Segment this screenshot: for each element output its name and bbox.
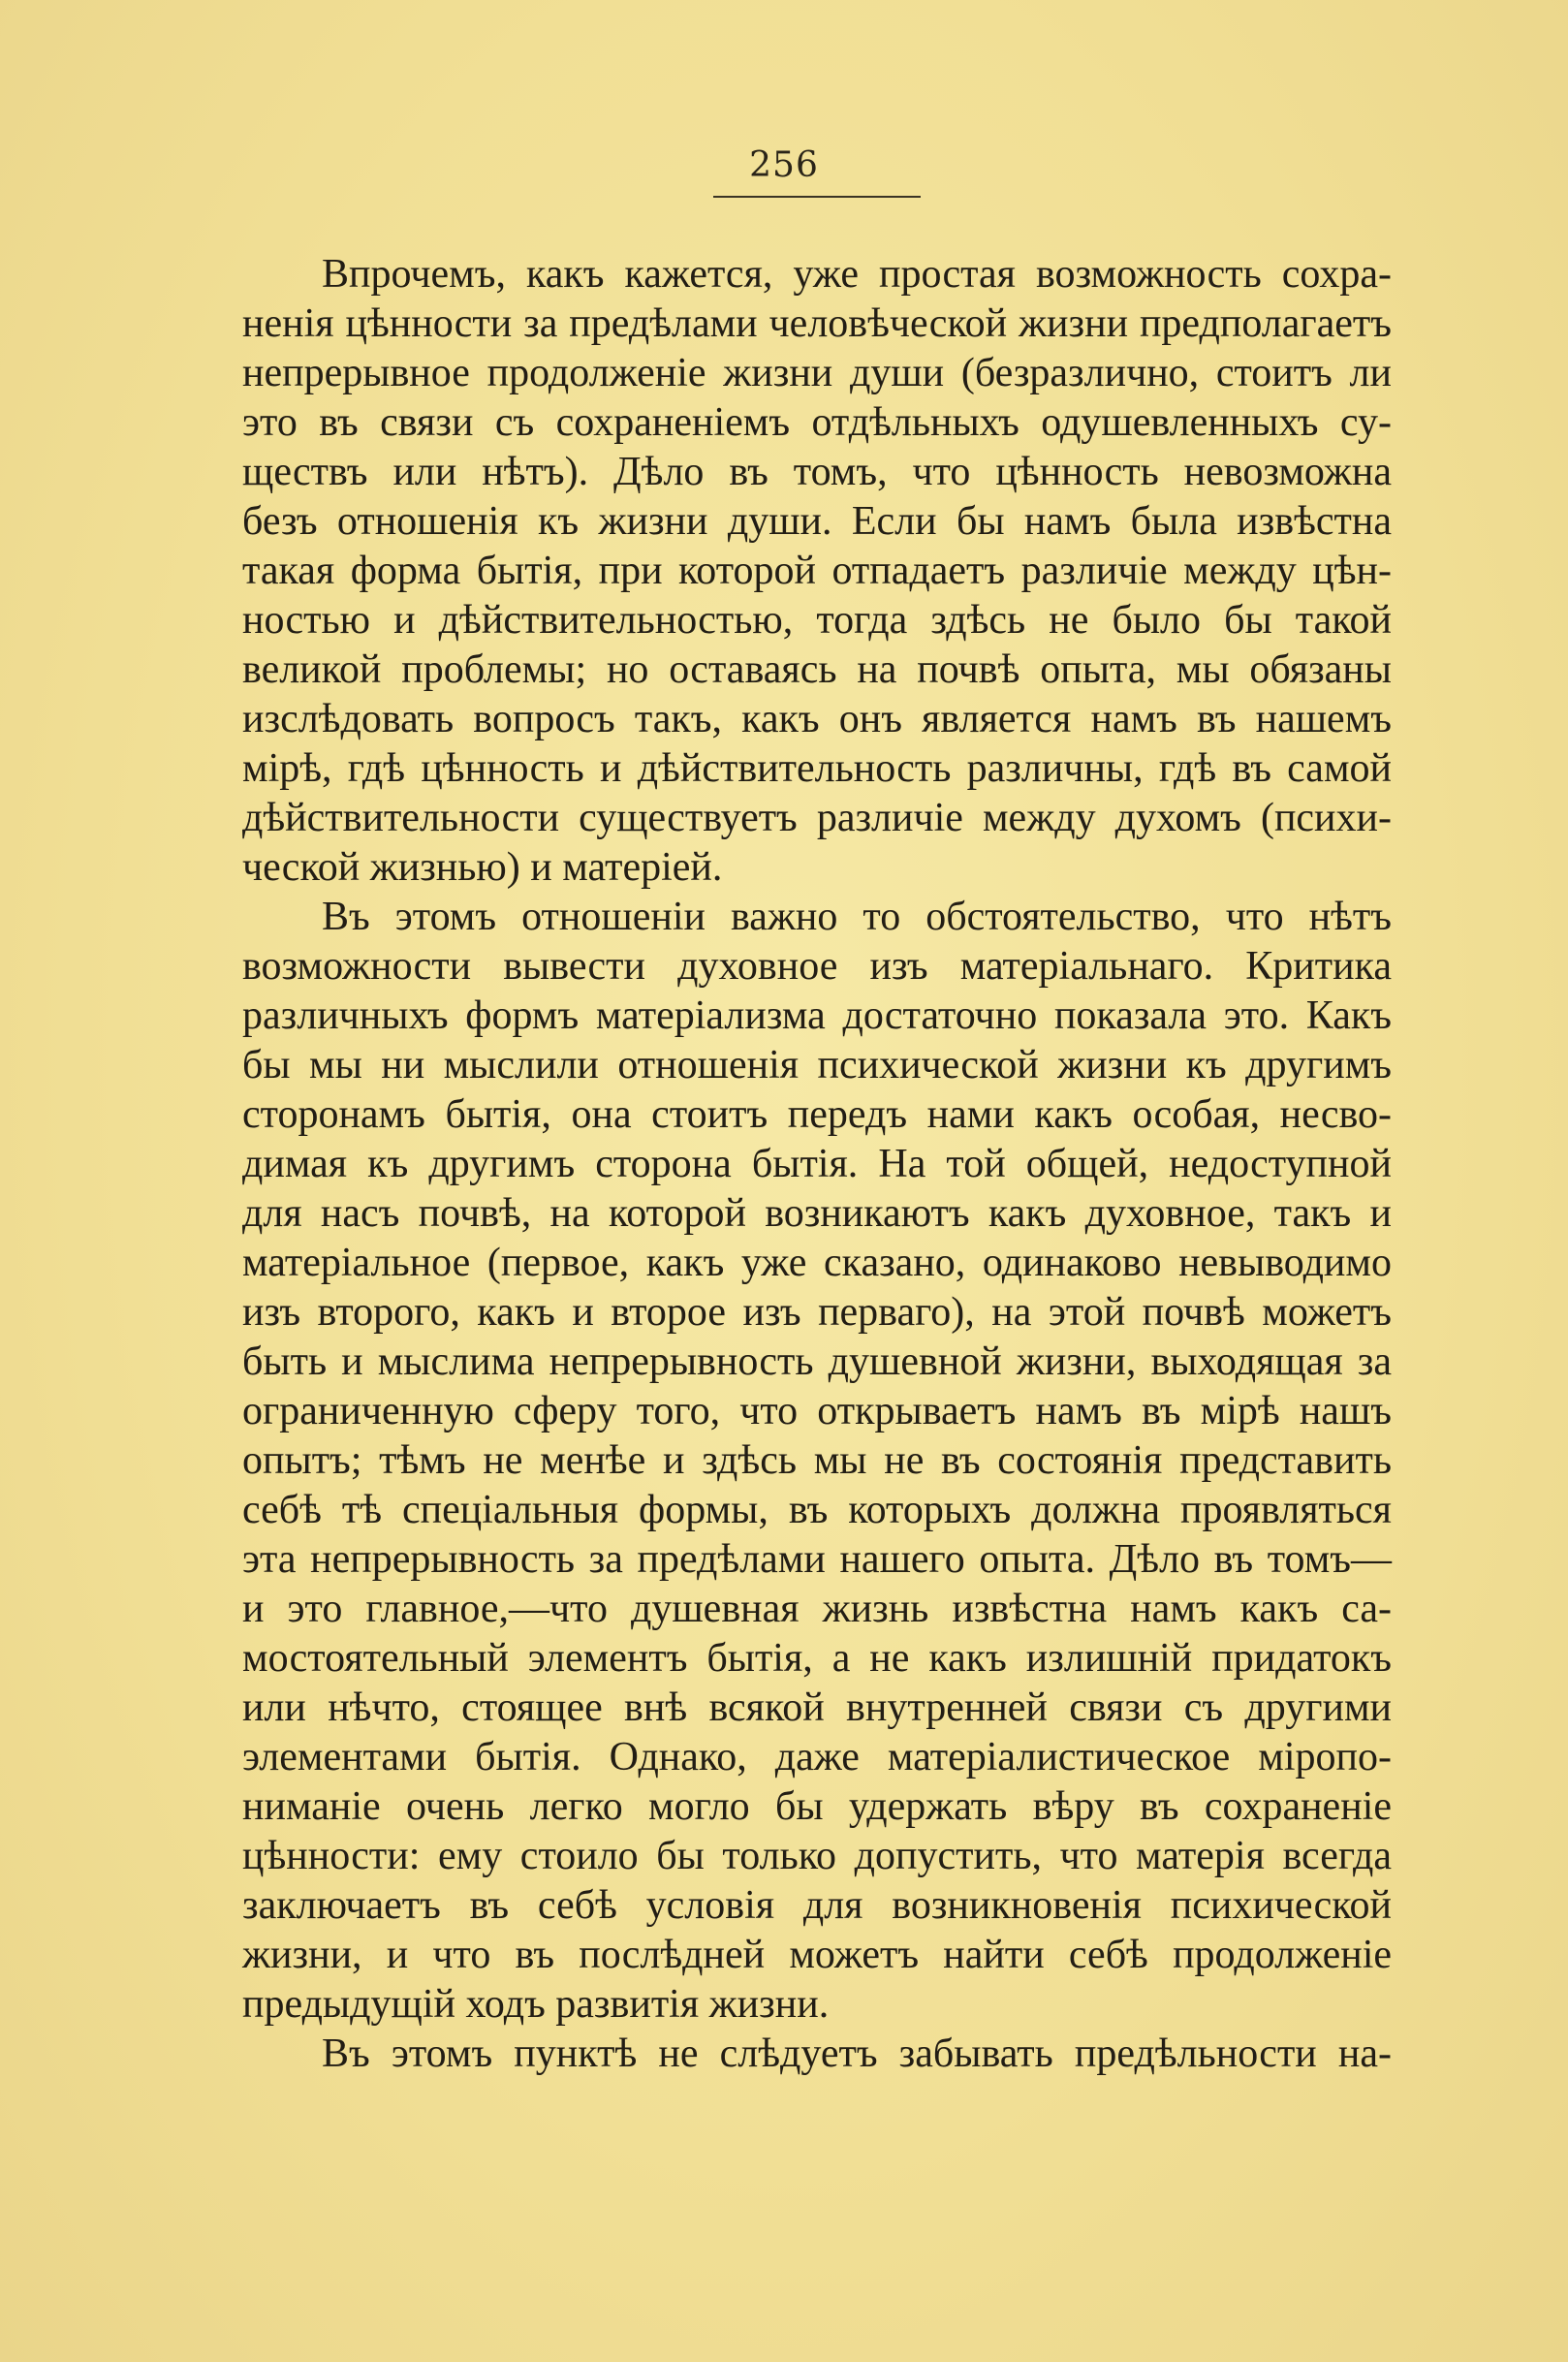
text-line: дѣйствительности существуетъ различіе между духомъ (психи- [242, 796, 1392, 840]
page-number: 256 [749, 145, 819, 185]
page-number-rule [713, 196, 921, 198]
paragraph-1 [242, 250, 1392, 893]
text-line: непрерывное продолженіе жизни души (безразлично, стоитъ ли [242, 351, 1392, 395]
text-line: сторонамъ бытія, она стоитъ передъ нами какъ особая, несво- [242, 1092, 1392, 1137]
text-line: димая къ другимъ сторона бытія. На той общей, недоступной [242, 1142, 1392, 1186]
text-line: или нѣчто, стоящее внѣ всякой внутренней связи съ другими [242, 1685, 1392, 1730]
text-line: ществъ или нѣтъ). Дѣло въ томъ, что цѣнность невозможна [242, 450, 1392, 494]
text-line: мірѣ, гдѣ цѣнность и дѣйствительность различны, гдѣ въ самой [242, 746, 1392, 791]
text-line: изъ второго, какъ и второе изъ перваго), на этой почвѣ можетъ [242, 1290, 1392, 1335]
text-line: ностью и дѣйствительностью, тогда здѣсь не было бы такой [242, 598, 1392, 643]
text-line: ниманіе очень легко могло бы удержать вѣру въ сохраненіе [242, 1784, 1392, 1829]
text-line: мостоятельный элементъ бытія, а не какъ излишній придатокъ [242, 1636, 1392, 1681]
text-line: заключаетъ въ себѣ условія для возникновенія психической [242, 1883, 1392, 1928]
text-line: ограниченную сферу того, что открываетъ намъ въ мірѣ нашъ [242, 1389, 1392, 1433]
text-line: элементами бытія. Однако, даже матеріалистическое міропо- [242, 1735, 1392, 1779]
text-line: быть и мыслима непрерывность душевной жизни, выходящая за [242, 1339, 1392, 1384]
text-line: для насъ почвѣ, на которой возникаютъ какъ духовное, такъ и [242, 1191, 1392, 1236]
text-line: различныхъ формъ матеріализма достаточно показала это. Какъ [242, 993, 1392, 1038]
text-line: эта непрерывность за предѣлами нашего опыта. Дѣло въ томъ— [242, 1537, 1392, 1582]
text-line: безъ отношенія къ жизни души. Если бы намъ была извѣстна [242, 499, 1392, 544]
text-line: цѣнности: ему стоило бы только допустить, что матерія всегда [242, 1834, 1392, 1878]
text-line: бы мы ни мыслили отношенія психической жизни къ другимъ [242, 1043, 1392, 1087]
text-line: великой проблемы; но оставаясь на почвѣ опыта, мы обязаны [242, 647, 1392, 692]
text-line: и это главное,—что душевная жизнь извѣстна намъ какъ са- [242, 1587, 1392, 1631]
text-line: Въ этомъ отношеніи важно то обстоятельство, что нѣтъ [322, 895, 1392, 939]
text-line: себѣ тѣ спеціальныя формы, въ которыхъ должна проявляться [242, 1488, 1392, 1532]
text-line: ческой жизнью) и матеріей. [242, 845, 723, 890]
text-line: матеріальное (первое, какъ уже сказано, одинаково невыводимо [242, 1241, 1392, 1285]
text-line: Впрочемъ, какъ кажется, уже простая возможность сохра- [322, 252, 1392, 297]
text-line: изслѣдовать вопросъ такъ, какъ онъ является намъ въ нашемъ [242, 697, 1392, 741]
text-line: это въ связи съ сохраненіемъ отдѣльныхъ одушевленныхъ су- [242, 400, 1392, 445]
paragraph-3 [242, 2030, 1392, 2079]
body-text [242, 250, 1392, 2079]
text-line: опытъ; тѣмъ не менѣе и здѣсь мы не въ состоянія представить [242, 1438, 1392, 1483]
text-line: возможности вывести духовное изъ матеріальнаго. Критика [242, 944, 1392, 989]
text-line: ненія цѣнности за предѣлами человѣческой жизни предполагаетъ [242, 301, 1392, 346]
text-line: такая форма бытія, при которой отпадаетъ различіе между цѣн- [242, 549, 1392, 593]
paragraph-2 [242, 893, 1392, 2030]
text-line: жизни, и что въ послѣдней можетъ найти себѣ продолженіе [242, 1933, 1392, 1977]
text-line: предыдущій ходъ развитія жизни. [242, 1982, 830, 2027]
text-line: Въ этомъ пунктѣ не слѣдуетъ забывать предѣльности на- [322, 2031, 1392, 2076]
